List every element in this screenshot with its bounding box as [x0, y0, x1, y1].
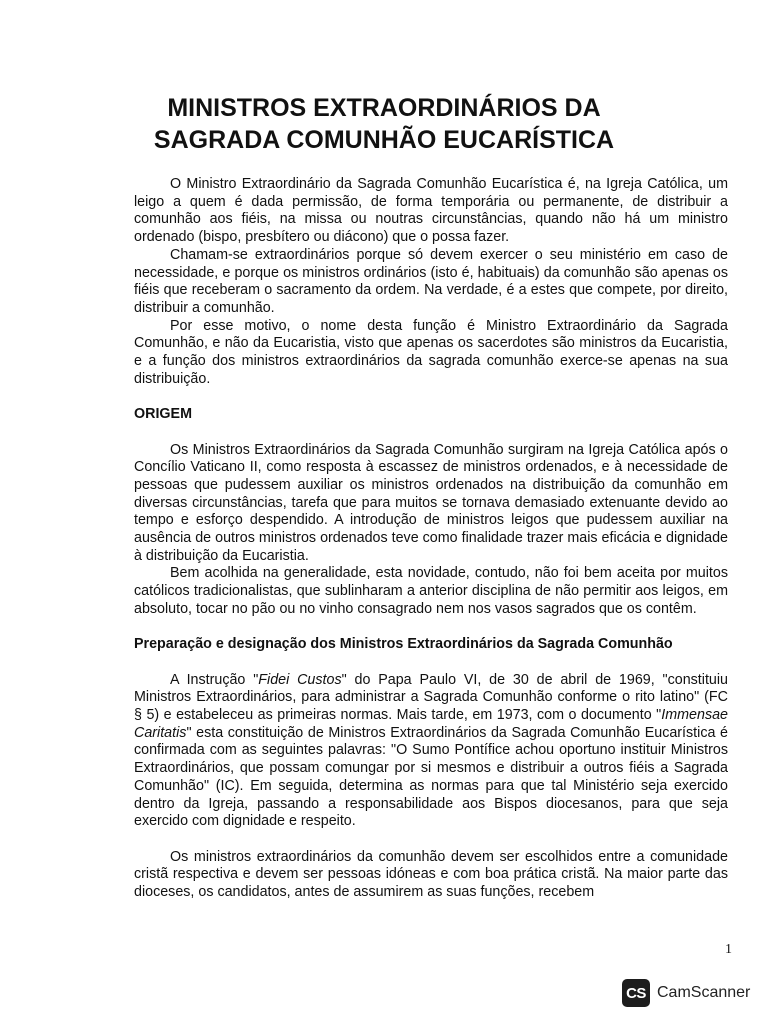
immensae-caritatis-title: Immensae Caritatis — [134, 707, 728, 741]
intro-paragraph-1: O Ministro Extraordinário da Sagrada Comunhão Eucarística é, na Igreja Católica, um leigo a quem é dada permissão, de forma temporária ou permanente, de distribuir a comunhão aos fiéis, na missa ou noutras circunstâncias, quando não há um ministro ordenado (bispo, presbítero ou diácono) que o possa fazer. — [134, 176, 728, 246]
preparacao-heading: Preparação e designação dos Ministros Extraordinários da Sagrada Comunhão — [134, 636, 673, 653]
document-title — [100, 92, 668, 156]
page-number: 1 — [725, 942, 732, 957]
document-body — [134, 176, 728, 902]
preparacao-paragraph-1: A Instrução "Fidei Custos" do Papa Paulo VI, de 30 de abril de 1969, "constituiu Ministros Extraordinários, para administrar a Sagrada Comunhão conforme o rito latino" (FC § 5) e estabeleceu as primeiras normas. Mais tarde, em 1973, com o documento "Immensae Caritatis" esta constituição de Ministros Extraordinários da Sagrada Comunhão Eucarística é confirmada com as seguintes palavras: "O Sumo Pontífice achou oportuno instituir Ministros Extraordinários, que possam comungar por si mesmos e distribuir a outros fiéis a Sagrada Comunhão" (IC). Em seguida, determina as normas para que tal Ministério seja exercido dentro da Igreja, passando a responsabilidade aos Bispos diocesanos, para que seja exercido com dignidade e respeito. — [134, 671, 728, 830]
camscanner-name: CamScanner — [657, 984, 751, 1001]
camscanner-watermark — [622, 979, 750, 1007]
title-line-2: SAGRADA COMUNHÃO EUCARÍSTICA — [153, 126, 615, 154]
origem-heading: ORIGEM — [134, 406, 192, 423]
fidei-custos-title: Fidei Custos — [258, 671, 342, 688]
title-line-1: MINISTROS EXTRAORDINÁRIOS DA — [167, 94, 601, 122]
intro-paragraph-3: Por esse motivo, o nome desta função é Ministro Extraordinário da Sagrada Comunhão, e não da Eucaristia, visto que apenas os sacerdotes são ministros da Eucaristia, e a função dos ministros extraordinários da sagrada comunhão exerce-se apenas na sua distribuição. — [134, 317, 728, 387]
origem-paragraph-1: Os Ministros Extraordinários da Sagrada Comunhão surgiram na Igreja Católica após o Concílio Vaticano II, como resposta à escassez de ministros ordenados, e à necessidade de pessoas que pudessem auxiliar os ministros ordenados na distribuição da comunhão em diversas circunstâncias, tarefa que para muitos se tornava demasiado extenuante devido ao tempo e esforço despendido. A introdução de ministros leigos que pudessem auxiliar na ausência de outros ministros ordenados teve como finalidade trazer mais eficácia e dignidade à distribuição da Eucaristia. — [134, 441, 728, 564]
intro-paragraph-2: Chamam-se extraordinários porque só devem exercer o seu ministério em caso de necessidade, e porque os ministros ordinários (isto é, habituais) da comunhão são apenas os fiéis que receberam o sacramento da ordem. Na verdade, é a estes que compete, por direito, distribuir a comunhão. — [134, 246, 728, 316]
origem-paragraph-2: Bem acolhida na generalidade, esta novidade, contudo, não foi bem aceita por muitos católicos tradicionalistas, que sublinharam a anterior disciplina de não permitir aos leigos, em absoluto, tocar no pão ou no vinho consagrado nem nos vasos sagrados que os contêm. — [134, 565, 728, 617]
camscanner-logo-icon: CS — [622, 979, 650, 1007]
preparacao-paragraph-2: Os ministros extraordinários da comunhão devem ser escolhidos entre a comunidade cristã respectiva e devem ser pessoas idóneas e com boa prática cristã. Na maior parte das dioceses, os candidatos, antes de assumirem as suas funções, recebem — [134, 848, 728, 901]
